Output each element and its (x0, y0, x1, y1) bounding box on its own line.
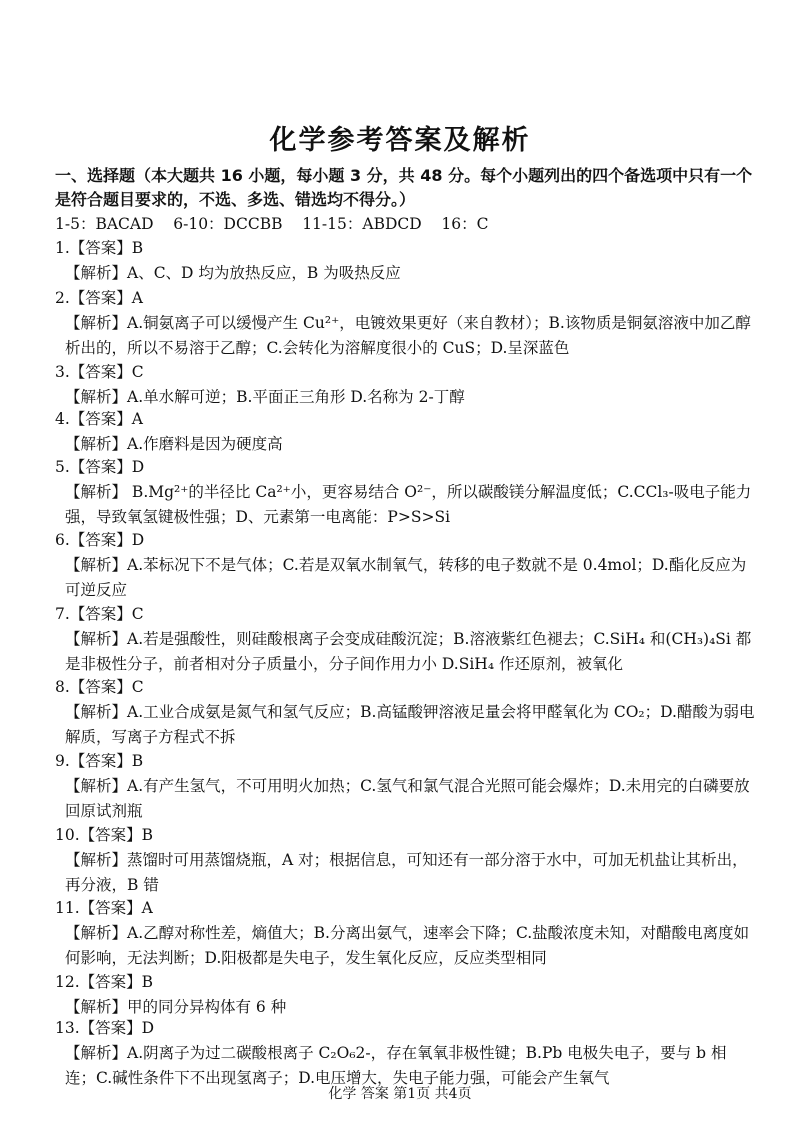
explanation-text: 【解析】A.有产生氢气，不可用明火加热；C.氢气和氯气混合光照可能会爆炸；D.未用完的白磷要放回原试剂瓶 (65, 777, 750, 820)
answer-line: 1.【答案】B (55, 239, 144, 257)
answer-item-8 (55, 675, 755, 750)
explanation-text: 【解析】A.作磨料是因为硬度高 (65, 435, 283, 453)
answer-line: 4.【答案】A (55, 410, 143, 428)
answer-item-3 (55, 360, 755, 410)
answer-item-11 (55, 896, 755, 971)
answer-line: 5.【答案】D (55, 458, 145, 476)
answer-line: 2.【答案】A (55, 289, 143, 307)
explanation-text: 【解析】A.工业合成氨是氮气和氢气反应；B.高锰酸钾溶液足量会将甲醛氧化为 CO₂；D.醋酸为弱电解质，写离子方程式不拆 (65, 703, 755, 746)
answer-key-summary: 1-5：BACAD 6-10：DCCBB 11-15：ABDCD 16：C (55, 215, 489, 233)
answer-item-1 (55, 236, 755, 286)
explanation-text: 【解析】A.苯标况下不是气体；C.若是双氧水制氧气，转移的电子数就不是 0.4mol；D.酯化反应为可逆反应 (65, 556, 747, 599)
page-footer: 化学 答案 第1页 共4页 (328, 1086, 472, 1102)
answer-line: 9.【答案】B (55, 752, 144, 770)
answer-item-12 (55, 970, 755, 1020)
explanation-text: 【解析】A.铜氨离子可以缓慢产生 Cu²⁺，电镀效果更好（来自教材）；B.该物质是铜氨溶液中加乙醇析出的，所以不易溶于乙醇；C.会转化为溶解度很小的 CuS；D.呈深蓝色 (65, 314, 751, 357)
explanation-text: 【解析】蒸馏时可用蒸馏烧瓶，A 对；根据信息，可知还有一部分溶于水中，可加无机盐让其析出，再分液，B 错 (65, 851, 748, 894)
explanation-text: 【解析】 B.Mg²⁺的半径比 Ca²⁺小，更容易结合 O²⁻，所以碳酸镁分解温度低；C.CCl₃-吸电子能力强，导致氧氢键极性强；D、元素第一电离能：P>S>Si (65, 483, 752, 526)
answer-line: 6.【答案】D (55, 531, 145, 549)
explanation-text: 【解析】A、C、D 均为放热反应，B 为吸热反应 (65, 264, 401, 282)
answer-item-6 (55, 528, 755, 603)
answer-line: 7.【答案】C (55, 605, 144, 623)
answer-item-2 (55, 286, 755, 361)
explanation-text: 【解析】A.单水解可逆；B.平面正三角形 D.名称为 2-丁醇 (65, 388, 465, 406)
explanation-text: 【解析】A.若是强酸性，则硅酸根离子会变成硅酸沉淀；B.溶液紫红色褪去；C.SiH₄ 和(CH₃)₄Si 都是非极性分子，前者相对分子质量小，分子间作用力小 D.SiH₄ 作还原剂，被氧化 (65, 630, 752, 673)
answer-item-4 (55, 407, 755, 457)
answer-item-7 (55, 602, 755, 677)
answer-line: 3.【答案】C (55, 363, 144, 381)
section-header: 一、选择题（本大题共 16 小题，每小题 3 分，共 48 分。每个小题列出的四个备选项中只有一个是符合题目要求的，不选、多选、错选均不得分。） (55, 166, 753, 209)
answer-line: 11.【答案】A (55, 899, 153, 917)
answer-line: 10.【答案】B (55, 826, 154, 844)
explanation-text: 【解析】甲的同分异构体有 6 种 (65, 998, 287, 1016)
answer-item-10 (55, 823, 755, 898)
answer-item-5 (55, 455, 755, 530)
explanation-text: 【解析】A.阴离子为过二碳酸根离子 C₂O₆2-，存在氧氧非极性键；B.Pb 电极失电子，要与 b 相连；C.碱性条件下不出现氢离子；D.电压增大，失电子能力强，可能会产生氧气 (65, 1044, 727, 1087)
answer-item-9 (55, 749, 755, 824)
page-title: 化学参考答案及解析 (269, 125, 531, 156)
explanation-text: 【解析】A.乙醇对称性差，熵值大；B.分离出氨气，速率会下降；C.盐酸浓度未知，对醋酸电离度如何影响，无法判断；D.阳极都是失电子，发生氧化反应，反应类型相同 (65, 924, 750, 967)
answer-line: 8.【答案】C (55, 678, 144, 696)
answer-line: 13.【答案】D (55, 1019, 155, 1037)
answer-item-13 (55, 1016, 755, 1091)
answer-line: 12.【答案】B (55, 973, 154, 991)
